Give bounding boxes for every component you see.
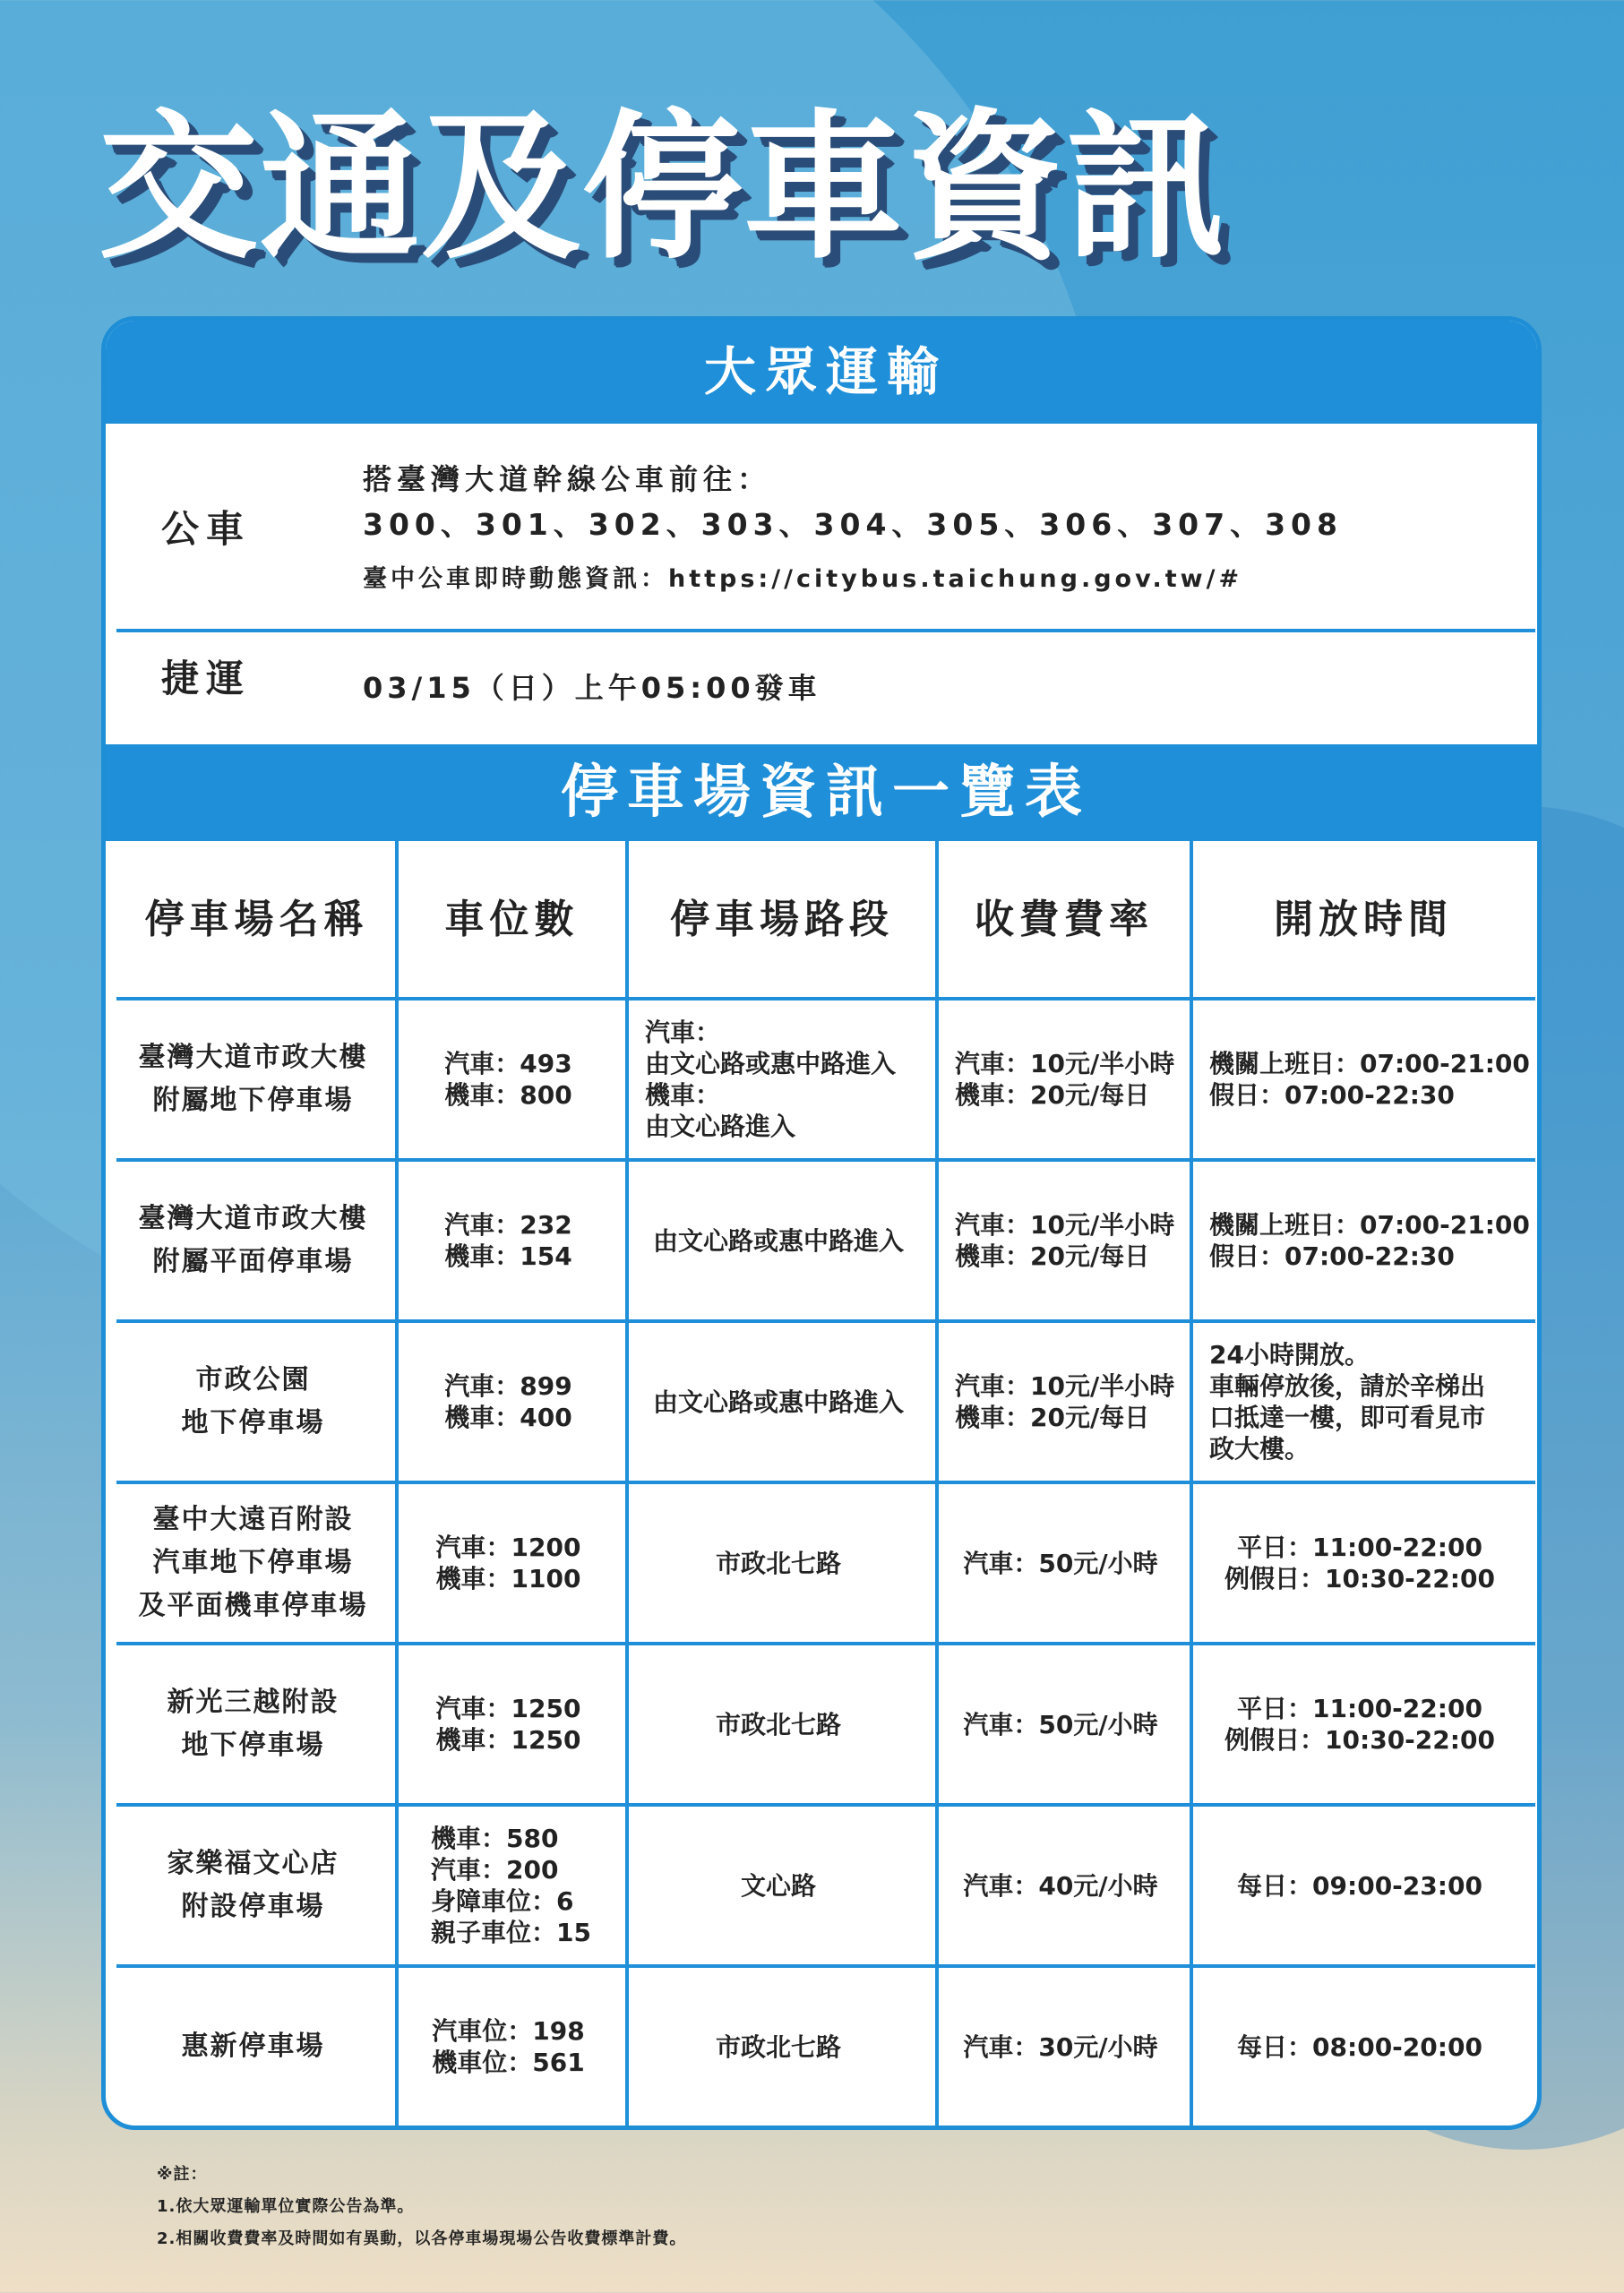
cell-line: 汽車：50元/小時 (963, 1709, 1158, 1739)
cell-line: 政大樓。 (1209, 1434, 1310, 1464)
lot-name-cell (116, 1482, 390, 1644)
cell-line: 地下停車場 (181, 1407, 325, 1438)
column-header: 停車場名稱 (144, 897, 369, 942)
cell-line: 假日：07:00-22:30 (1209, 1241, 1455, 1271)
cell-line: 由文心路或惠中路進入 (652, 1387, 904, 1417)
cell-line: 機關上班日：07:00-21:00 (1209, 1210, 1530, 1240)
bus-route-intro: 搭臺灣大道幹線公車前往： (363, 462, 772, 496)
lot-name-cell (116, 1321, 390, 1482)
cell-line: 機車：154 (444, 1241, 572, 1271)
spaces-cell (397, 1321, 620, 1482)
spaces-cell (397, 1160, 620, 1321)
cell-line: 汽車：200 (431, 1855, 559, 1885)
cell-line: 每日：09:00-23:00 (1237, 1870, 1482, 1901)
cell-line: 由文心路或惠中路進入 (645, 1049, 897, 1078)
hours-cell (1191, 1482, 1528, 1644)
cell-line: 例假日：10:30-22:00 (1224, 1564, 1495, 1593)
road-cell (627, 1482, 930, 1644)
lot-name-cell (116, 999, 390, 1160)
road-cell (645, 999, 930, 1160)
rate-cell (937, 1966, 1184, 2127)
bus-label: 公車 (161, 507, 252, 551)
road-cell (627, 1321, 930, 1482)
cell-line: 惠新停車場 (181, 2031, 325, 2062)
cell-line: 附設停車場 (181, 1891, 325, 1922)
cell-line: 文心路 (740, 1870, 816, 1901)
bus-info-link[interactable]: 臺中公車即時動態資訊：https://citybus.taichung.gov.tw/# (363, 565, 1243, 593)
hours-cell (1209, 1321, 1528, 1482)
cell-line: 汽車地下停車場 (152, 1547, 354, 1578)
road-cell (627, 1160, 930, 1321)
note-item: 2.相關收費費率及時間如有異動，以各停車場現場公告收費標準計費。 (157, 2229, 687, 2248)
column-header: 車位數 (444, 897, 580, 942)
bus-route-numbers: 300、301、302、303、304、305、306、307、308 (363, 507, 1343, 542)
cell-line: 汽車：10元/半小時 (955, 1210, 1175, 1240)
cell-line: 假日：07:00-22:30 (1209, 1080, 1455, 1110)
cell-line: 每日：08:00-20:00 (1237, 2031, 1482, 2062)
rate-cell (937, 1644, 1184, 1805)
notes-heading: ※註： (157, 2165, 208, 2184)
cell-line: 汽車：10元/半小時 (955, 1049, 1175, 1078)
cell-line: 市政公園 (195, 1364, 311, 1396)
cell-line: 汽車：232 (444, 1210, 572, 1240)
cell-line: 家樂福文心店 (167, 1848, 339, 1879)
cell-line: 機車：20元/每日 (955, 1403, 1150, 1432)
cell-line: 機車：400 (444, 1403, 572, 1432)
cell-line: 汽車：50元/小時 (963, 1548, 1158, 1578)
rate-cell (955, 1160, 1184, 1321)
column-header: 開放時間 (1274, 897, 1453, 942)
cell-line: 機車：20元/每日 (955, 1080, 1150, 1110)
cell-line: 機車：20元/每日 (955, 1241, 1150, 1271)
cell-line: 臺灣大道市政大樓 (138, 1042, 368, 1073)
page-title: 交通及停車資訊 (99, 95, 1227, 280)
cell-line: 親子車位：15 (431, 1918, 591, 1947)
hours-cell (1209, 999, 1528, 1160)
hours-cell (1191, 1966, 1528, 2127)
cell-line: 汽車位：198 (432, 2016, 585, 2046)
hours-cell (1209, 1160, 1528, 1321)
lot-name-cell (116, 1966, 390, 2127)
spaces-cell (397, 1644, 620, 1805)
cell-line: 身障車位：6 (431, 1886, 574, 1916)
hours-cell (1191, 1805, 1528, 1966)
cell-line: 新光三越附設 (167, 1687, 339, 1718)
rate-cell (955, 1321, 1184, 1482)
lot-name-cell (116, 1644, 390, 1805)
note-item: 1.依大眾運輸單位實際公告為準。 (157, 2197, 415, 2216)
cell-line: 24小時開放。 (1209, 1340, 1370, 1370)
cell-line: 臺灣大道市政大樓 (138, 1203, 368, 1234)
cell-line: 汽車： (645, 1018, 721, 1047)
cell-line: 平日：11:00-22:00 (1237, 1533, 1482, 1562)
cell-line: 汽車：1250 (435, 1694, 581, 1723)
cell-line: 汽車：30元/小時 (963, 2031, 1158, 2062)
cell-line: 機車：1250 (435, 1725, 581, 1755)
cell-line: 附屬地下停車場 (152, 1085, 354, 1116)
cell-line: 附屬平面停車場 (152, 1246, 354, 1277)
cell-line: 臺中大遠百附設 (152, 1504, 354, 1535)
lot-name-cell (116, 1160, 390, 1321)
spaces-cell (397, 1966, 620, 2127)
spaces-cell (397, 1482, 620, 1644)
cell-line: 機關上班日：07:00-21:00 (1209, 1049, 1530, 1078)
cell-line: 例假日：10:30-22:00 (1224, 1725, 1495, 1755)
column-header: 收費費率 (975, 897, 1154, 942)
info-card (101, 316, 1542, 2130)
cell-line: 汽車：1200 (435, 1533, 581, 1562)
cell-line: 車輛停放後，請於辛梯出 (1209, 1371, 1486, 1401)
cell-line: 平日：11:00-22:00 (1237, 1694, 1482, 1723)
road-cell (627, 1805, 930, 1966)
spaces-cell (431, 1805, 620, 1966)
parking-heading: 停車場資訊一覽表 (106, 744, 1542, 841)
cell-line: 汽車：10元/半小時 (955, 1371, 1175, 1401)
cell-line: 口抵達一樓，即可看見市 (1209, 1403, 1486, 1432)
cell-line: 機車： (645, 1080, 721, 1110)
cell-line: 機車：1100 (435, 1564, 581, 1593)
cell-line: 及平面機車停車場 (138, 1590, 368, 1621)
rate-cell (937, 1482, 1184, 1644)
mrt-label: 捷運 (161, 657, 252, 700)
cell-line: 地下停車場 (181, 1730, 325, 1761)
column-header: 停車場路段 (670, 897, 894, 942)
rate-cell (937, 1805, 1184, 1966)
rate-cell (955, 999, 1184, 1160)
cell-line: 由文心路進入 (645, 1112, 796, 1141)
cell-line: 汽車：899 (444, 1371, 572, 1401)
spaces-cell (397, 999, 620, 1160)
cell-line: 機車：800 (444, 1080, 572, 1110)
hours-cell (1191, 1644, 1528, 1805)
cell-line: 汽車：40元/小時 (963, 1870, 1158, 1901)
cell-line: 汽車：493 (444, 1049, 572, 1078)
mrt-info: 03/15（日）上午05:00發車 (363, 671, 821, 705)
footnotes (157, 2159, 686, 2255)
cell-line: 市政北七路 (715, 2031, 841, 2062)
cell-line: 由文心路或惠中路進入 (652, 1225, 904, 1256)
lot-name-cell (116, 1805, 390, 1966)
divider (116, 629, 1535, 632)
road-cell (627, 1966, 930, 2127)
transit-heading: 大眾運輸 (106, 321, 1542, 424)
cell-line: 機車：580 (431, 1824, 559, 1853)
cell-line: 市政北七路 (715, 1548, 841, 1578)
road-cell (627, 1644, 930, 1805)
cell-line: 市政北七路 (715, 1709, 841, 1739)
cell-line: 機車位：561 (432, 2048, 585, 2077)
